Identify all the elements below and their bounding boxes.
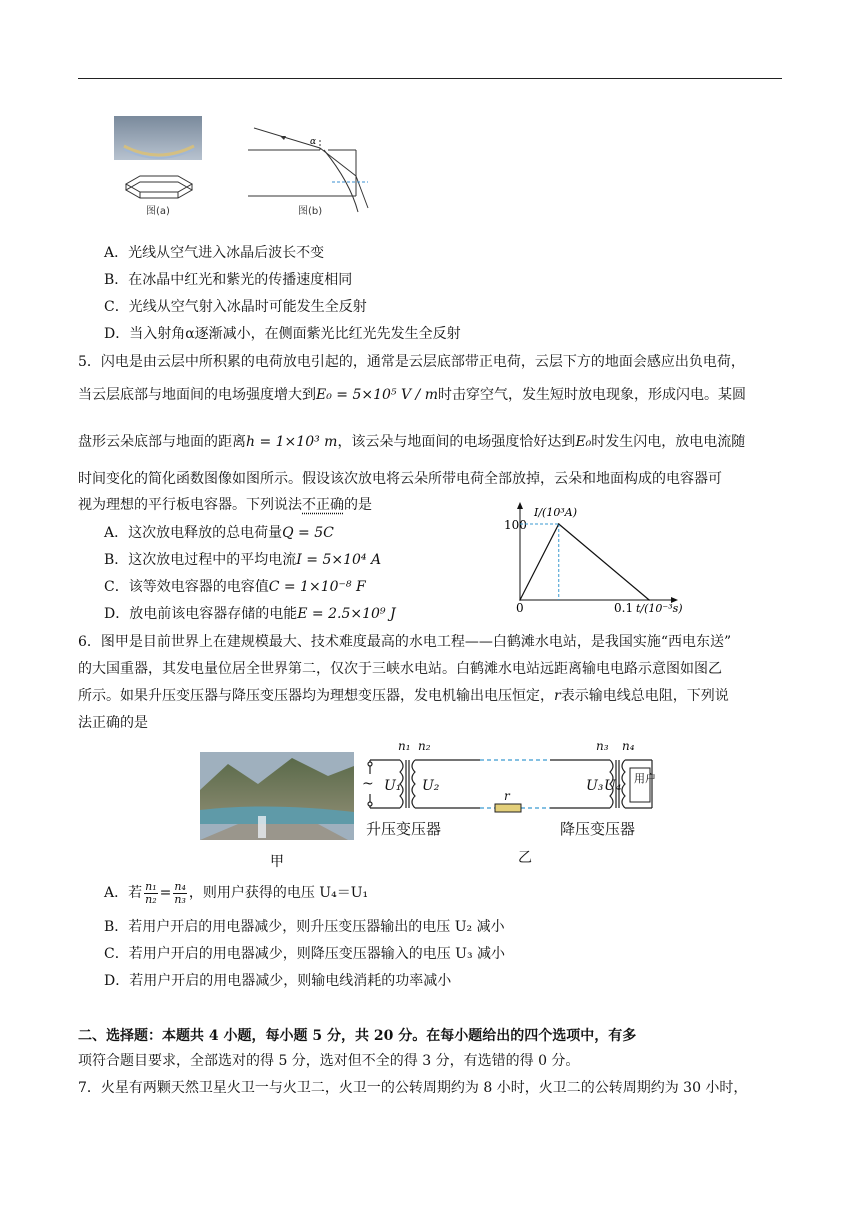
q6-line-1: 6．图甲是目前世界上在建规模最大、技术难度最高的水电工程——白鹤滩水电站，是我国实施“西电东送” <box>78 634 732 650</box>
label-U2: U₂ <box>422 778 440 794</box>
section-2-line-1: 二、选择题：本题共 4 小题，每小题 5 分，共 20 分。在每小题给出的四个选项中，有多 <box>78 1028 637 1044</box>
q4-option-c: C．光线从空气射入冰晶时可能发生全反射 <box>104 299 367 315</box>
header-rule <box>78 78 782 79</box>
q6-option-d: D．若用户开启的用电器减少，则输电线消耗的功率减小 <box>104 973 452 989</box>
data-point-1 <box>558 523 560 525</box>
ac-source-icon: ~ <box>362 776 374 792</box>
q5-line-3: 盘形云朵底部与地面的距离h = 1×10³ m，该云朵与地面间的电场强度恰好达到E₀时发生闪电，放电电流随 <box>78 434 746 450</box>
x-axis-label: t/(10⁻³s) <box>636 602 683 615</box>
y-tick-100: 100 <box>504 518 527 532</box>
alpha-label: α <box>310 137 317 147</box>
label-U1: U₁ <box>384 778 402 794</box>
q5-line-5: 视为理想的平行板电容器。下列说法不正确的是 <box>78 497 372 513</box>
figure-yi-circuit <box>360 738 660 868</box>
q6-line-4: 法正确的是 <box>78 715 148 731</box>
q6-line-2: 的大国重器，其发电量位居全世界第二，仅次于三峡水电站。白鹤滩水电站远距离输电电路示意图如图乙 <box>78 661 722 677</box>
q6-option-a: A．若 $\frac{\text{n₁}}{\text{n₂}}$ = $\frac{\text{n₄}}{\text{n₃}}$ ，则用户获得的电压 U₄＝U₁ <box>104 879 369 906</box>
e0-formula: E₀ = 5×10⁵ V / m <box>316 387 438 403</box>
step-down-label: 降压变压器 <box>560 820 636 838</box>
figure-a-caption: 图(a) <box>146 206 170 217</box>
outgoing-ray-1 <box>356 176 368 208</box>
q4-option-d: D．当入射角α逐渐减小，在侧面紫光比红光先发生全反射 <box>104 326 461 342</box>
current-time-graph <box>496 500 716 618</box>
data-point-2 <box>648 599 650 601</box>
q5-option-a: A．这次放电释放的总电荷量Q = 5C <box>104 525 334 541</box>
label-n3: n₃ <box>596 739 609 753</box>
q5-line-2: 当云层底部与地面间的电场强度增大到E₀ = 5×10⁵ V / m时击穿空气，发生短时放电现象，形成闪电。某圆 <box>78 387 746 403</box>
q5-line-1: 5．闪电是由云层中所积累的电荷放电引起的，通常是云层底部带正电荷，云层下方的地面会感应出负电荷， <box>78 354 745 370</box>
current-series-line <box>520 524 649 600</box>
label-r: r <box>504 789 510 803</box>
resistor-r <box>495 804 521 812</box>
label-U3: U₃ <box>586 778 604 794</box>
y-axis-label: I/(10³A) <box>534 506 577 519</box>
origin-label: 0 <box>516 601 524 615</box>
y-axis-arrow <box>517 502 523 509</box>
step-up-label: 升压变压器 <box>366 820 442 838</box>
emphasis-not-correct: 不正确 <box>302 497 344 513</box>
q5-option-b: B．这次放电过程中的平均电流I = 5×10⁴ A <box>104 552 382 568</box>
x-tick-0.1: 0.1 <box>614 601 634 615</box>
q6-line-3: 所示。如果升压变压器与降压变压器均为理想变压器，发电机输出电压恒定，r表示输电线总电阻，下列说 <box>78 688 729 704</box>
q6-option-c: C．若用户开启的用电器减少，则降压变压器输入的电压 U₃ 减小 <box>104 946 506 962</box>
user-label: 用户 <box>634 772 656 785</box>
figure-b-caption: 图(b) <box>298 206 323 217</box>
caption-yi: 乙 <box>518 850 532 866</box>
q5-line-4: 时间变化的简化函数图像如图所示。假设该次放电将云朵所带电荷全部放掉，云朵和地面构成的电容器可 <box>78 471 722 487</box>
q7-line-1: 7．火星有两颗天然卫星火卫一与火卫二，火卫一的公转周期约为 8 小时，火卫二的公转周期约为 30 小时， <box>78 1080 748 1096</box>
label-n2: n₂ <box>418 739 431 753</box>
hexagonal-crystal <box>126 176 192 198</box>
section-2-line-2: 项符合题目要求，全部选对的得 5 分，选对但不全的得 3 分，有选错的得 0 分。 <box>78 1053 580 1069</box>
caption-jia: 甲 <box>270 854 284 870</box>
figure-b-refraction <box>240 112 370 220</box>
label-n4: n₄ <box>622 739 635 753</box>
q4-option-a: A．光线从空气进入冰晶后波长不变 <box>104 245 325 261</box>
q4-option-b: B．在冰晶中红光和紫光的传播速度相同 <box>104 272 353 288</box>
label-n1: n₁ <box>398 739 411 753</box>
figure-jia-dam-photo <box>198 750 354 870</box>
q5-option-d: D．放电前该电容器存储的电能E = 2.5×10⁹ J <box>104 606 396 622</box>
data-point-0 <box>519 599 521 601</box>
label-U4: U₄ <box>604 778 622 794</box>
halo-photo <box>114 116 202 160</box>
q5-option-c: C．该等效电容器的电容值C = 1×10⁻⁸ F <box>104 579 366 595</box>
h-formula: h = 1×10³ m <box>246 434 338 450</box>
outgoing-ray-2 <box>324 150 358 212</box>
q6-option-b: B．若用户开启的用电器减少，则升压变压器输出的电压 U₂ 减小 <box>104 919 505 935</box>
figure-a-halo <box>108 112 208 220</box>
